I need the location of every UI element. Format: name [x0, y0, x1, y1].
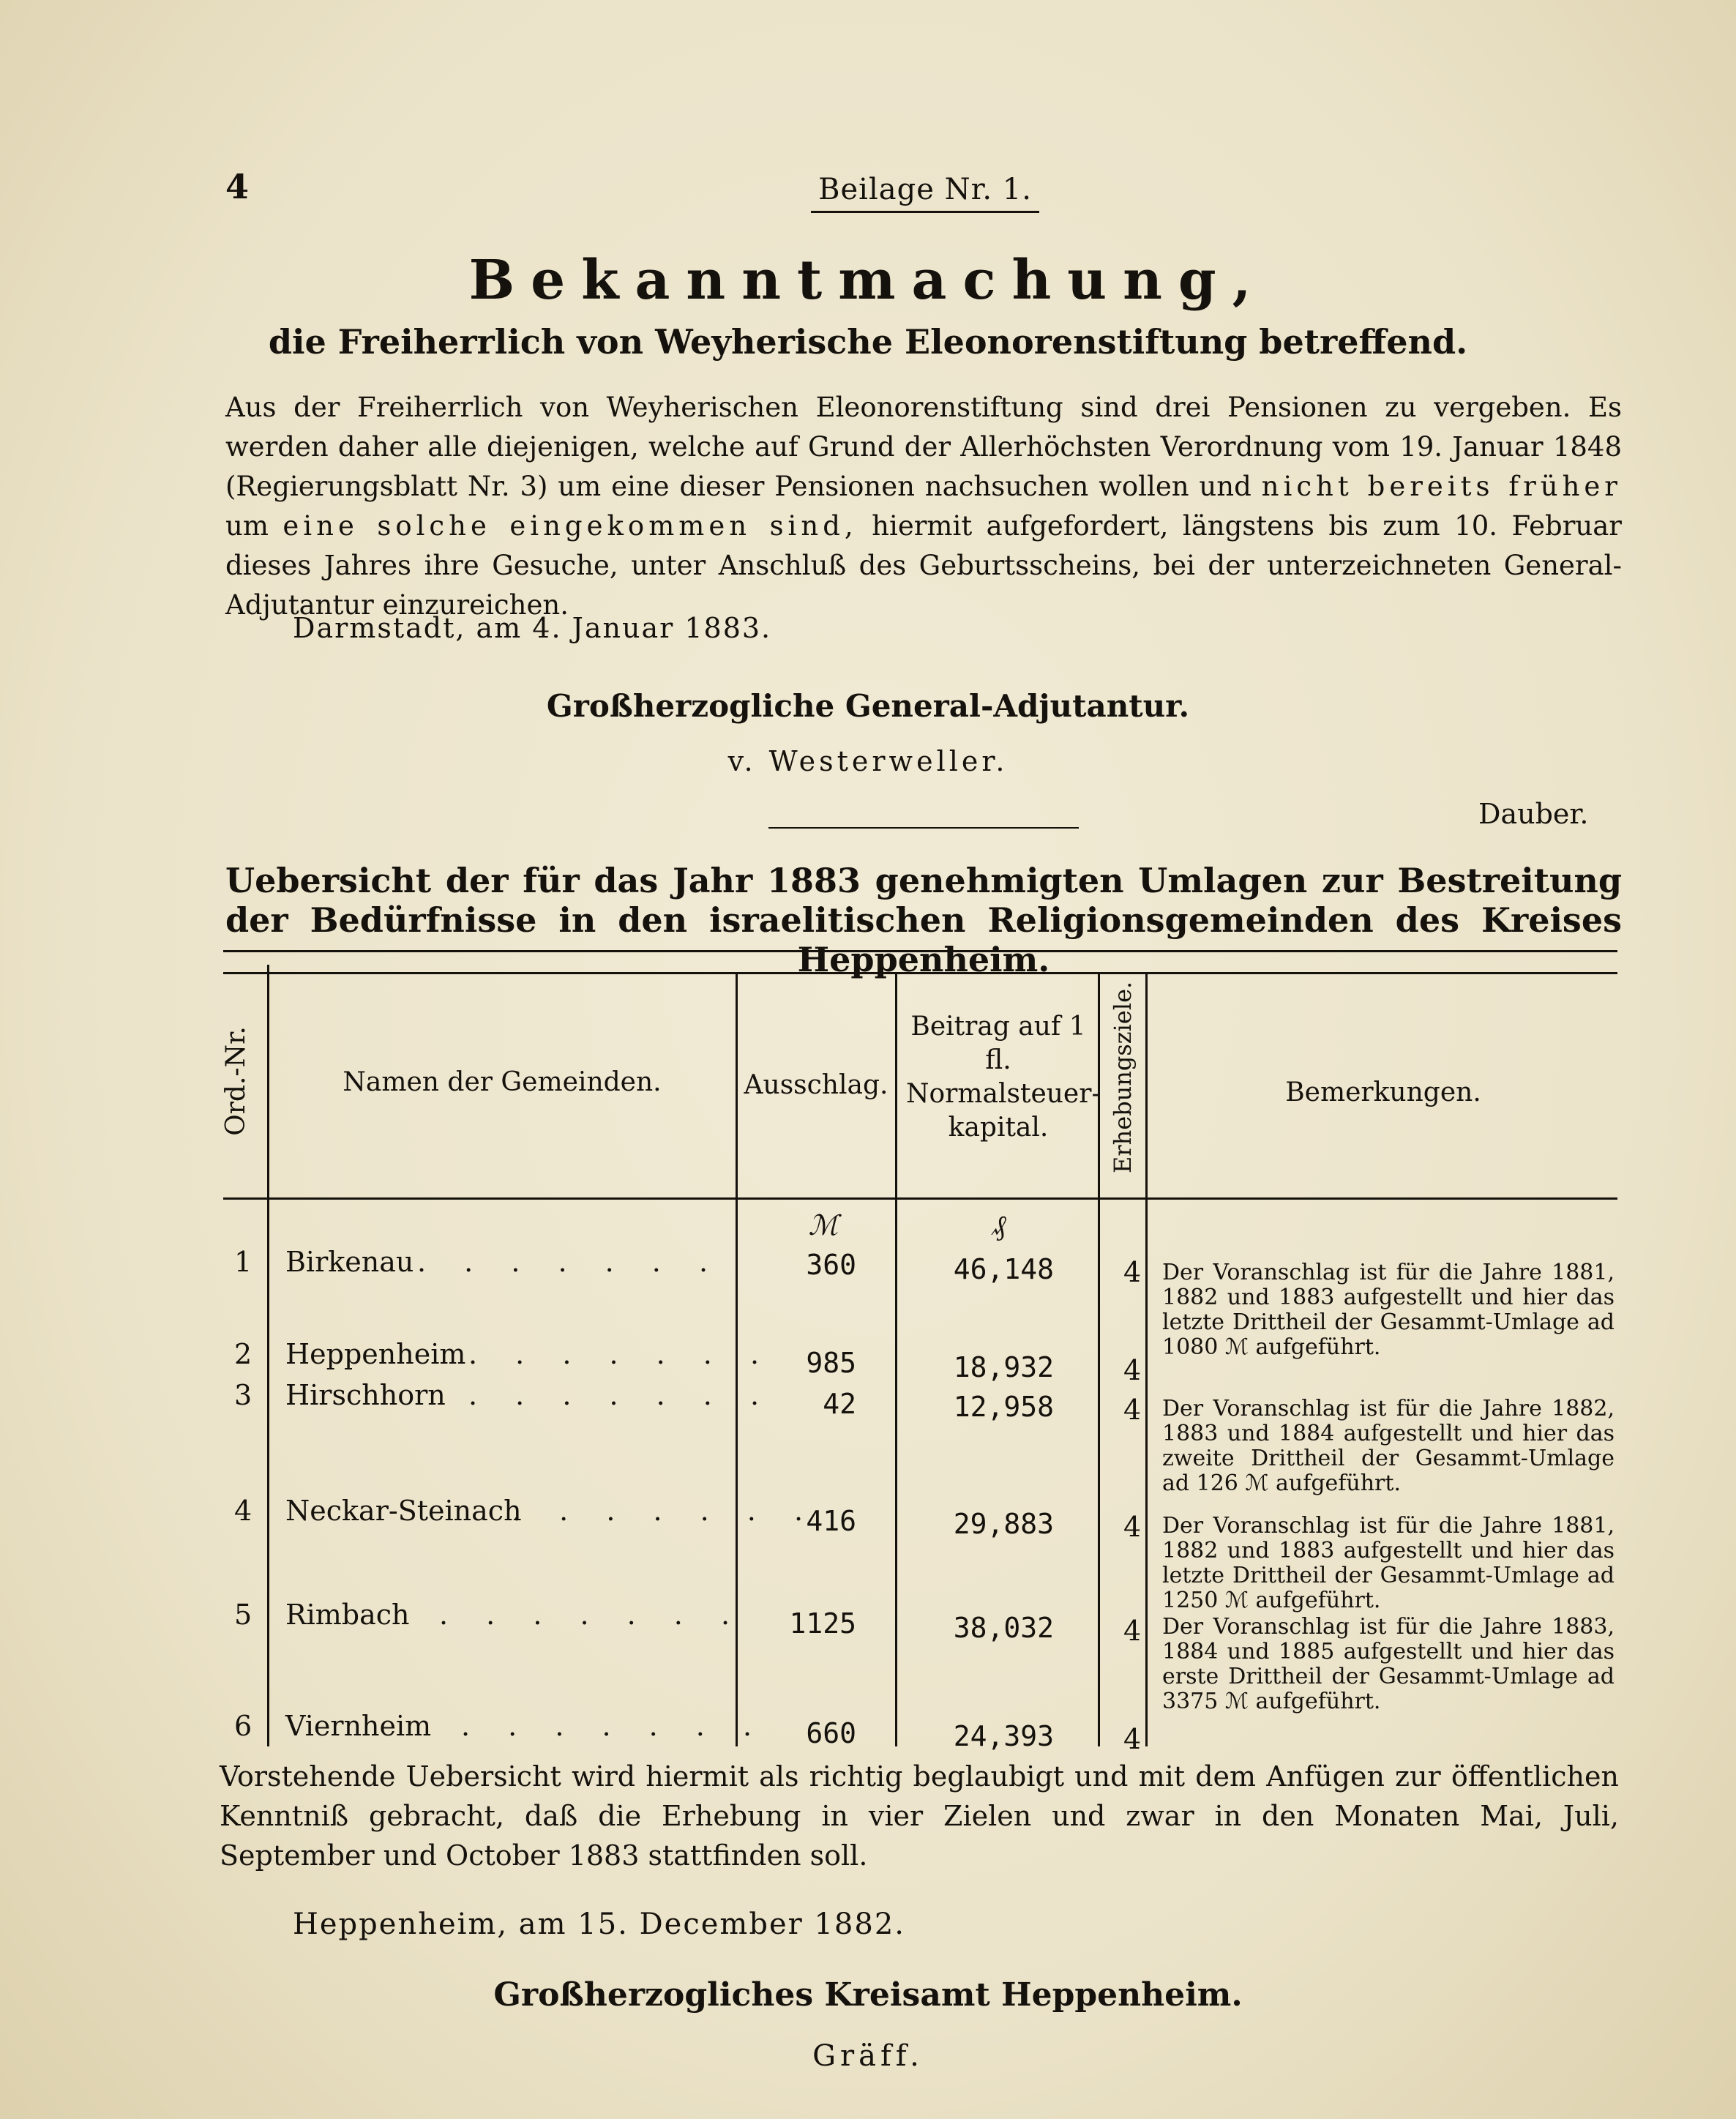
column-divider: [895, 972, 897, 1746]
notice-body-emphasis-2: eine solche eingekommen sind,: [283, 510, 858, 542]
row-assessment: 416: [806, 1505, 856, 1537]
supplement-heading: Beilage Nr. 1.: [811, 173, 1039, 213]
row-name: Viernheim: [285, 1710, 432, 1742]
leader-dots: . . . . . . .: [461, 1710, 767, 1742]
row-rate: 46,148: [953, 1253, 1054, 1285]
notice-body-emphasis-1: nicht bereits früher: [1261, 471, 1622, 502]
closing-paragraph: Vorstehende Uebersicht wird hiermit als richtig beglaubigt und mit dem Anfügen zur öffentlichen Kenntniß gebracht, daß die Erhebung in vier Zielen und zwar in den Monaten Mai, Juli, September und October 1883 stattfinden soll.: [220, 1760, 1619, 1872]
row-name: Rimbach: [285, 1599, 410, 1631]
closing-office: Großherzogliches Kreisamt Heppenheim.: [493, 1976, 1243, 2014]
row-terms: 4: [1123, 1256, 1142, 1288]
row-assessment: 660: [806, 1717, 856, 1749]
column-divider: [1145, 972, 1148, 1746]
notice-subtitle: die Freiherrlich von Weyherische Eleonorenstiftung betreffend.: [268, 322, 1468, 362]
unit-pfennig: ₰: [992, 1209, 1006, 1241]
row-assessment: 42: [823, 1388, 856, 1420]
header-remarks: Bemerkungen.: [1285, 1077, 1481, 1107]
row-nr: 2: [234, 1338, 252, 1370]
header-terms: Erhebungsziele.: [1109, 981, 1137, 1173]
section-divider: [768, 827, 1079, 829]
header-assessment: Ausschlag.: [744, 1070, 888, 1100]
remark-birkenau: Der Voranschlag ist für die Jahre 1881, 1882 und 1883 aufgestellt und hier das letzte Drittheil der Gesammt-Umlage ad 1080 ℳ aufgeführt.: [1162, 1260, 1615, 1360]
leader-dots: . . . . . . .: [512, 1495, 818, 1527]
notice-body: [225, 388, 1622, 625]
remark-neckar-steinach: Der Voranschlag ist für die Jahre 1881, 1882 und 1883 aufgestellt und hier das letzte Drittheil der Gesammt-Umlage ad 1250 ℳ aufgeführt.: [1162, 1513, 1615, 1613]
row-rate: 12,958: [953, 1391, 1054, 1423]
notice-body-part-2: um: [225, 510, 269, 542]
table-top-rule: [223, 950, 1617, 952]
closing-date: Heppenheim, am 15. December 1882.: [293, 1907, 905, 1941]
leader-dots: . . . . . . .: [468, 1338, 774, 1370]
table-top-rule-2: [223, 972, 1617, 974]
row-terms: 4: [1123, 1723, 1142, 1755]
table-header-rule: [223, 1197, 1617, 1200]
row-name: Neckar-Steinach: [285, 1495, 522, 1527]
row-nr: 4: [234, 1495, 252, 1527]
overview-title: Uebersicht der für das Jahr 1883 genehmigten Umlagen zur Bestreitung der Bedürfnisse in den israelitischen Religionsgemeinden des Kreises Heppenheim.: [225, 861, 1622, 979]
header-name: Namen der Gemeinden.: [343, 1067, 662, 1097]
row-terms: 4: [1123, 1354, 1142, 1386]
row-rate: 24,393: [953, 1720, 1054, 1752]
row-assessment: 360: [806, 1249, 856, 1281]
row-rate: 38,032: [953, 1612, 1054, 1644]
row-name: Heppenheim: [285, 1338, 466, 1370]
row-nr: 6: [234, 1710, 252, 1742]
notice-signer: v. Westerweller.: [727, 745, 1009, 777]
leader-dots: . . . . . . .: [439, 1599, 745, 1631]
notice-countersigner: Dauber.: [1478, 798, 1589, 830]
row-name: Hirschhorn: [285, 1379, 446, 1411]
leader-dots: . . . . . . .: [468, 1379, 774, 1411]
notice-office: Großherzogliche General-Adjutantur.: [546, 688, 1190, 724]
row-terms: 4: [1123, 1615, 1142, 1647]
row-name: Birkenau: [285, 1246, 414, 1278]
leader-dots: . . . . . . .: [417, 1246, 723, 1278]
row-terms: 4: [1123, 1511, 1142, 1543]
notice-body-part-3: hiermit aufgefordert, längstens bis zum 10. Februar dieses Jahres ihre Gesuche, unter Anschluß des Geburtsscheins, bei der unterzeichneten General-Adjutantur einzureichen.: [225, 510, 1622, 621]
header-rate: Beitrag auf 1 fl. Normalsteuer-kapital.: [906, 1012, 1101, 1143]
closing-signer: Gräff.: [812, 2039, 924, 2073]
notice-date: Darmstadt, am 4. Januar 1883.: [293, 612, 772, 644]
remark-rimbach: Der Voranschlag ist für die Jahre 1883, 1884 und 1885 aufgestellt und hier das erste Drittheil der Gesammt-Umlage ad 3375 ℳ aufgeführt.: [1162, 1614, 1615, 1714]
row-rate: 18,932: [953, 1351, 1054, 1383]
page-number: 4: [225, 167, 250, 206]
column-divider: [267, 965, 269, 1746]
row-assessment: 1125: [789, 1607, 856, 1640]
notice-body-part-1: Aus der Freiherrlich von Weyherischen Eleonorenstiftung sind drei Pensionen zu vergeben. Es werden daher alle diejenigen, welche auf Grund der Allerhöchsten Verordnung vom 19. Januar 1848 (Regierungsblatt Nr. 3) um eine dieser Pensionen nachsuchen wollen und: [225, 392, 1622, 502]
unit-mark: ℳ: [808, 1209, 839, 1241]
row-nr: 3: [234, 1379, 252, 1411]
header-ord-nr: Ord.-Nr.: [221, 1026, 251, 1136]
row-terms: 4: [1123, 1394, 1142, 1426]
row-rate: 29,883: [953, 1508, 1054, 1540]
row-assessment: 985: [806, 1347, 856, 1379]
row-nr: 1: [234, 1246, 252, 1278]
notice-title: Bekanntmachung,: [468, 249, 1268, 312]
row-nr: 5: [234, 1599, 252, 1631]
remark-hirschhorn: Der Voranschlag ist für die Jahre 1882, 1883 und 1884 aufgestellt und hier das zweite Drittheil der Gesammt-Umlage ad 126 ℳ aufgeführt.: [1162, 1396, 1615, 1496]
